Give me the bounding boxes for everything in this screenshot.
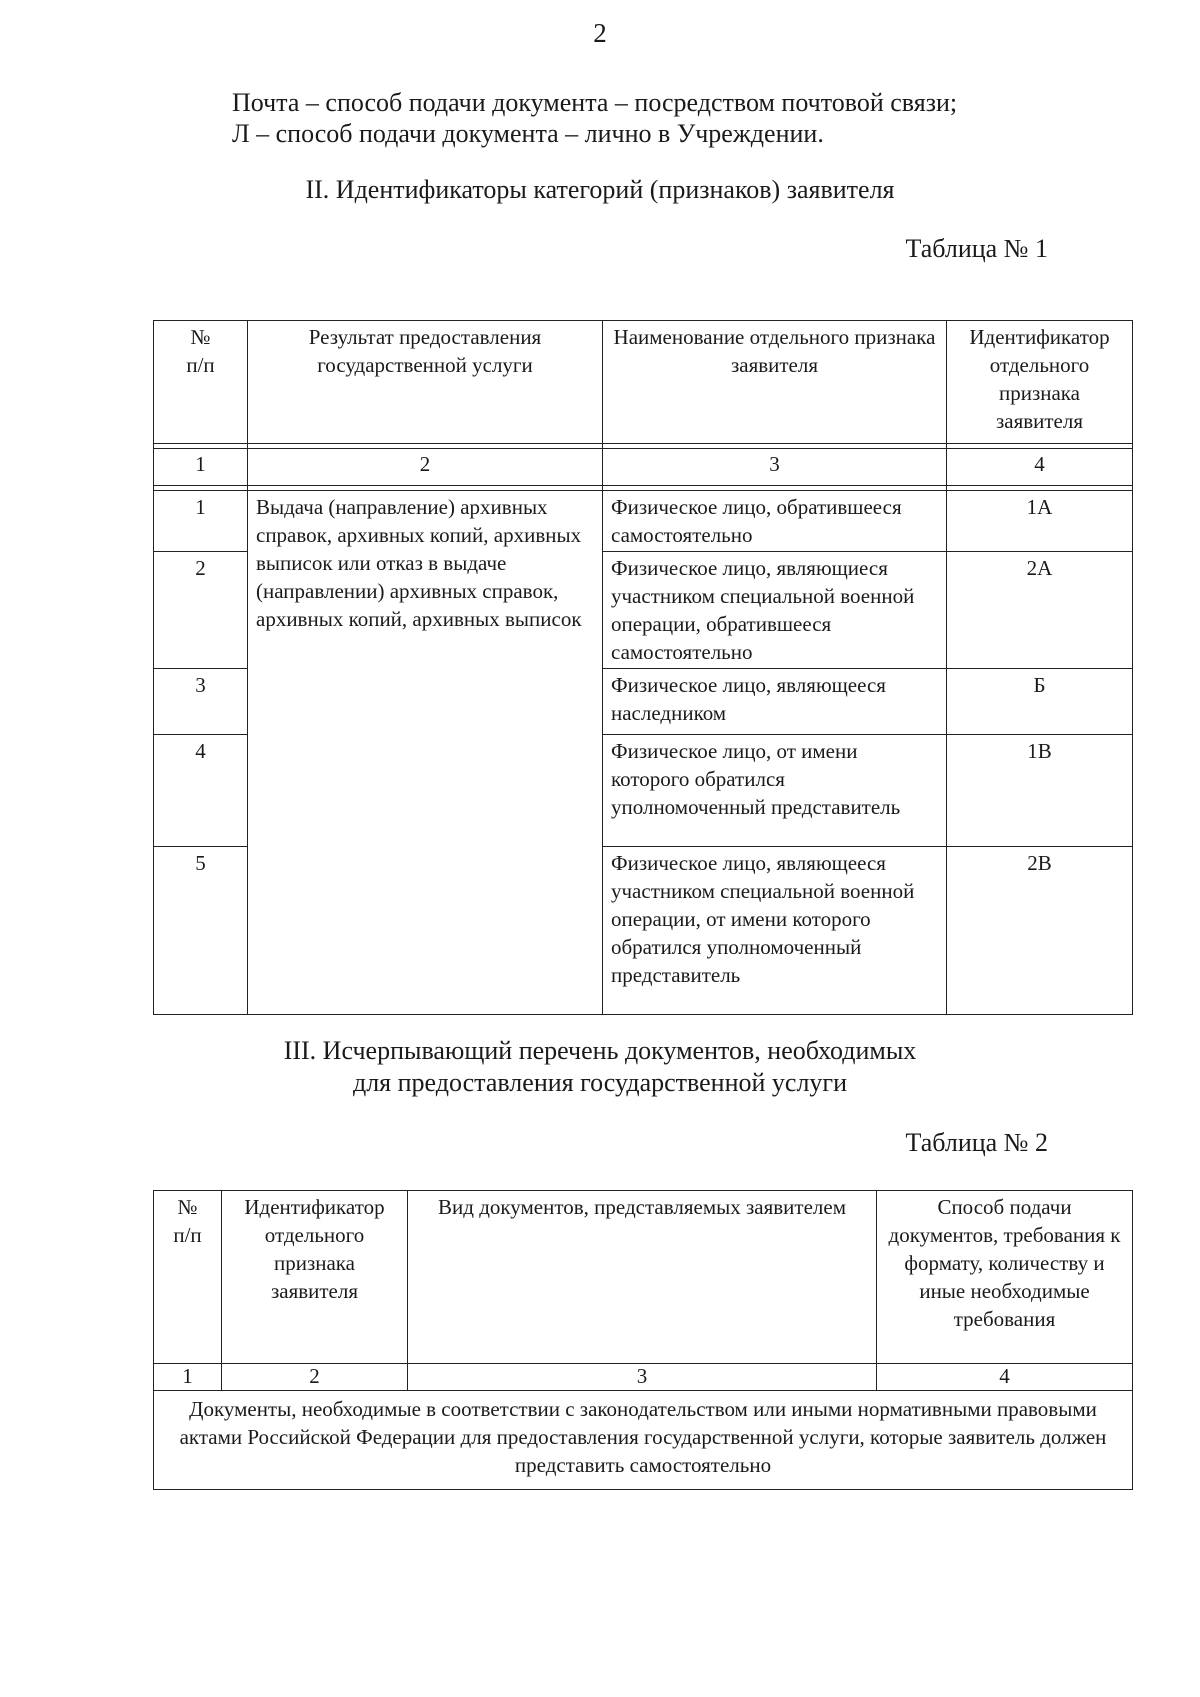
documents-table [153, 1190, 1133, 1490]
header-submission-method: Способ подачи документов, требования к формату, количеству и иные необходимые требования [877, 1191, 1133, 1364]
feature-identifier: 2А [947, 552, 1133, 669]
feature-identifier: Б [947, 669, 1133, 735]
row-number: 4 [154, 735, 248, 847]
feature-name: Физическое лицо, являющееся участником специальной военной операции, от имени которого обратился уполномоченный представитель [603, 847, 947, 1015]
feature-name: Физическое лицо, являющееся наследником [603, 669, 947, 735]
section-3-title-line-1: III. Исчерпывающий перечень документов, необходимых [283, 1036, 917, 1065]
col-number-4: 4 [877, 1364, 1133, 1391]
header-document-type: Вид документов, представляемых заявителем [408, 1191, 877, 1364]
col-number-1: 1 [154, 1364, 222, 1391]
col-number-2: 2 [248, 449, 603, 486]
section-3-title-line-2: для предоставления государственной услуги [352, 1068, 848, 1097]
required-documents-text: Документы, необходимые в соответствии с законодательством или иными нормативными правовыми актами Российской Федерации для предоставления государственной услуги, которые заявитель должен представить самостоятельно [154, 1391, 1133, 1490]
applicant-category-table [153, 320, 1133, 1015]
table-row [154, 491, 1133, 552]
row-number: 1 [154, 491, 248, 552]
feature-name: Физическое лицо, являющиеся участником специальной военной операции, обратившееся самостоятельно [603, 552, 947, 669]
intro-line-mail: Почта – способ подачи документа – посредством почтовой связи; [232, 88, 958, 117]
row-number: 2 [154, 552, 248, 669]
row-number: 5 [154, 847, 248, 1015]
row-number: 3 [154, 669, 248, 735]
col-number-4: 4 [947, 449, 1133, 486]
intro-line-personal: Л – способ подачи документа – лично в Учреждении. [232, 119, 824, 148]
col-number-3: 3 [603, 449, 947, 486]
page-number: 2 [593, 18, 607, 48]
col-number-3: 3 [408, 1364, 877, 1391]
feature-name: Физическое лицо, обратившееся самостоятельно [603, 491, 947, 552]
header-identifier: Идентификатор отдельного признака заявителя [222, 1191, 408, 1364]
section-2-title: II. Идентификаторы категорий (признаков) заявителя [305, 175, 895, 204]
col-number-2: 2 [222, 1364, 408, 1391]
header-feature-name: Наименование отдельного признака заявителя [603, 321, 947, 444]
column-number-row [154, 449, 1133, 486]
header-result: Результат предоставления государственной услуги [248, 321, 603, 444]
table-1-header-row [154, 321, 1133, 444]
feature-identifier: 1В [947, 735, 1133, 847]
header-number: № п/п [154, 1191, 222, 1364]
feature-identifier: 1А [947, 491, 1133, 552]
col-number-1: 1 [154, 449, 248, 486]
required-documents-row [154, 1391, 1133, 1490]
header-identifier: Идентификатор отдельного признака заявителя [947, 321, 1133, 444]
feature-name: Физическое лицо, от имени которого обратился уполномоченный представитель [603, 735, 947, 847]
feature-identifier: 2В [947, 847, 1133, 1015]
table-1-caption: Таблица № 1 [905, 234, 1048, 263]
table-2-header-row [154, 1191, 1133, 1364]
table-2-caption: Таблица № 2 [905, 1128, 1048, 1157]
column-number-row [154, 1364, 1133, 1391]
header-number: № п/п [154, 321, 248, 444]
service-result-cell: Выдача (направление) архивных справок, архивных копий, архивных выписок или отказ в выдаче (направлении) архивных справок, архивных копий, архивных выписок [248, 491, 603, 1015]
